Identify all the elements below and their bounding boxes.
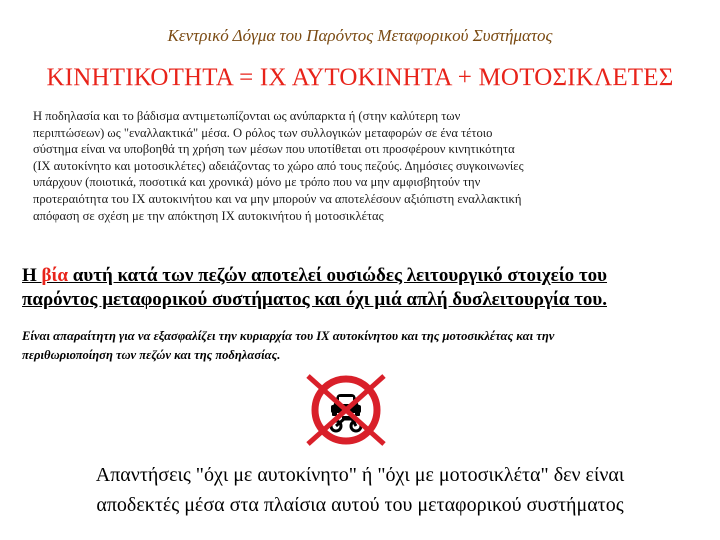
statement-highlight: βία (41, 265, 69, 286)
conclusion-line-1: Απαντήσεις "όχι με αυτοκίνητο" ή "όχι με μοτοσικλέτα" δεν είναι (95, 464, 625, 486)
statement-line-2: παρόντος μεταφορικού συστήματος και όχι μιά απλή δυσλειτουργία του. (22, 289, 607, 310)
conclusion-line-2: αποδεκτές μέσα στα πλαίσια αυτού του μεταφορικού συστήματος (96, 494, 624, 516)
main-title: ΚΙΝΗΤΙΚΟΤΗΤΑ = ΙΧ ΑΥΤΟΚΙΝΗΤΑ + ΜΟΤΟΣΙΚΛΕΤΕΣ (46, 64, 674, 91)
explanation-line-1: Είναι απαραίτητη για να εξασφαλίζει την κυριαρχία του ΙΧ αυτοκίνητου και της μοτοσικλέτας και την (22, 329, 555, 343)
statement-rest: αυτή κατά των πεζών αποτελεί ουσιώδες λειτουργικό στοιχείο του (68, 265, 608, 286)
intro-line: Η ποδηλασία και το βάδισμα αντιμετωπίζονται ως ανύπαρκτα ή (στην καλύτερη των (33, 109, 461, 123)
intro-line: σύστημα είναι να υποβοηθά τη χρήση των μέσων που υποτίθεται οτι προσφέρουν κινητικότητα (33, 142, 515, 157)
intro-line: περιπτώσεων) ως "εναλλακτικά" μέσα. Ο ρόλος των συλλογικών μεταφορών σε ένα τέτοιο (33, 125, 493, 140)
no-cars-no-motorcycles-sign-icon (300, 370, 392, 448)
intro-line: υπάρχουν (ποιοτικά, ποσοτικά και χρονικά) μόνο με τρόπο που να μην αμφισβητούν την (33, 175, 481, 190)
intro-paragraph (33, 108, 683, 224)
explanation-line-2: περιθωριοποίηση των πεζών και της ποδηλασίας. (22, 348, 281, 362)
conclusion (0, 460, 720, 520)
key-statement (22, 264, 712, 312)
intro-line: προτεραιότητα του ΙΧ αυτοκινήτου και να μην μπορούν να αποτελέσουν αξιόπιστη εναλλακτική (33, 191, 522, 206)
explanation (22, 327, 712, 365)
subtitle: Κεντρικό Δόγμα του Παρόντος Μεταφορικού Συστήματος (167, 26, 553, 45)
statement-prefix: Η (22, 265, 42, 286)
intro-line: (ΙΧ αυτοκίνητο και μοτοσικλέτες) αδειάζοντας το χώρο από τους πεζούς. Δημόσιες συγκοινωνίες (33, 158, 524, 173)
statement-line-1 (22, 264, 712, 288)
intro-line: απόφαση σε σχέση με την απόκτηση ΙΧ αυτοκινήτου ή μοτοσικλέτας (33, 208, 384, 223)
